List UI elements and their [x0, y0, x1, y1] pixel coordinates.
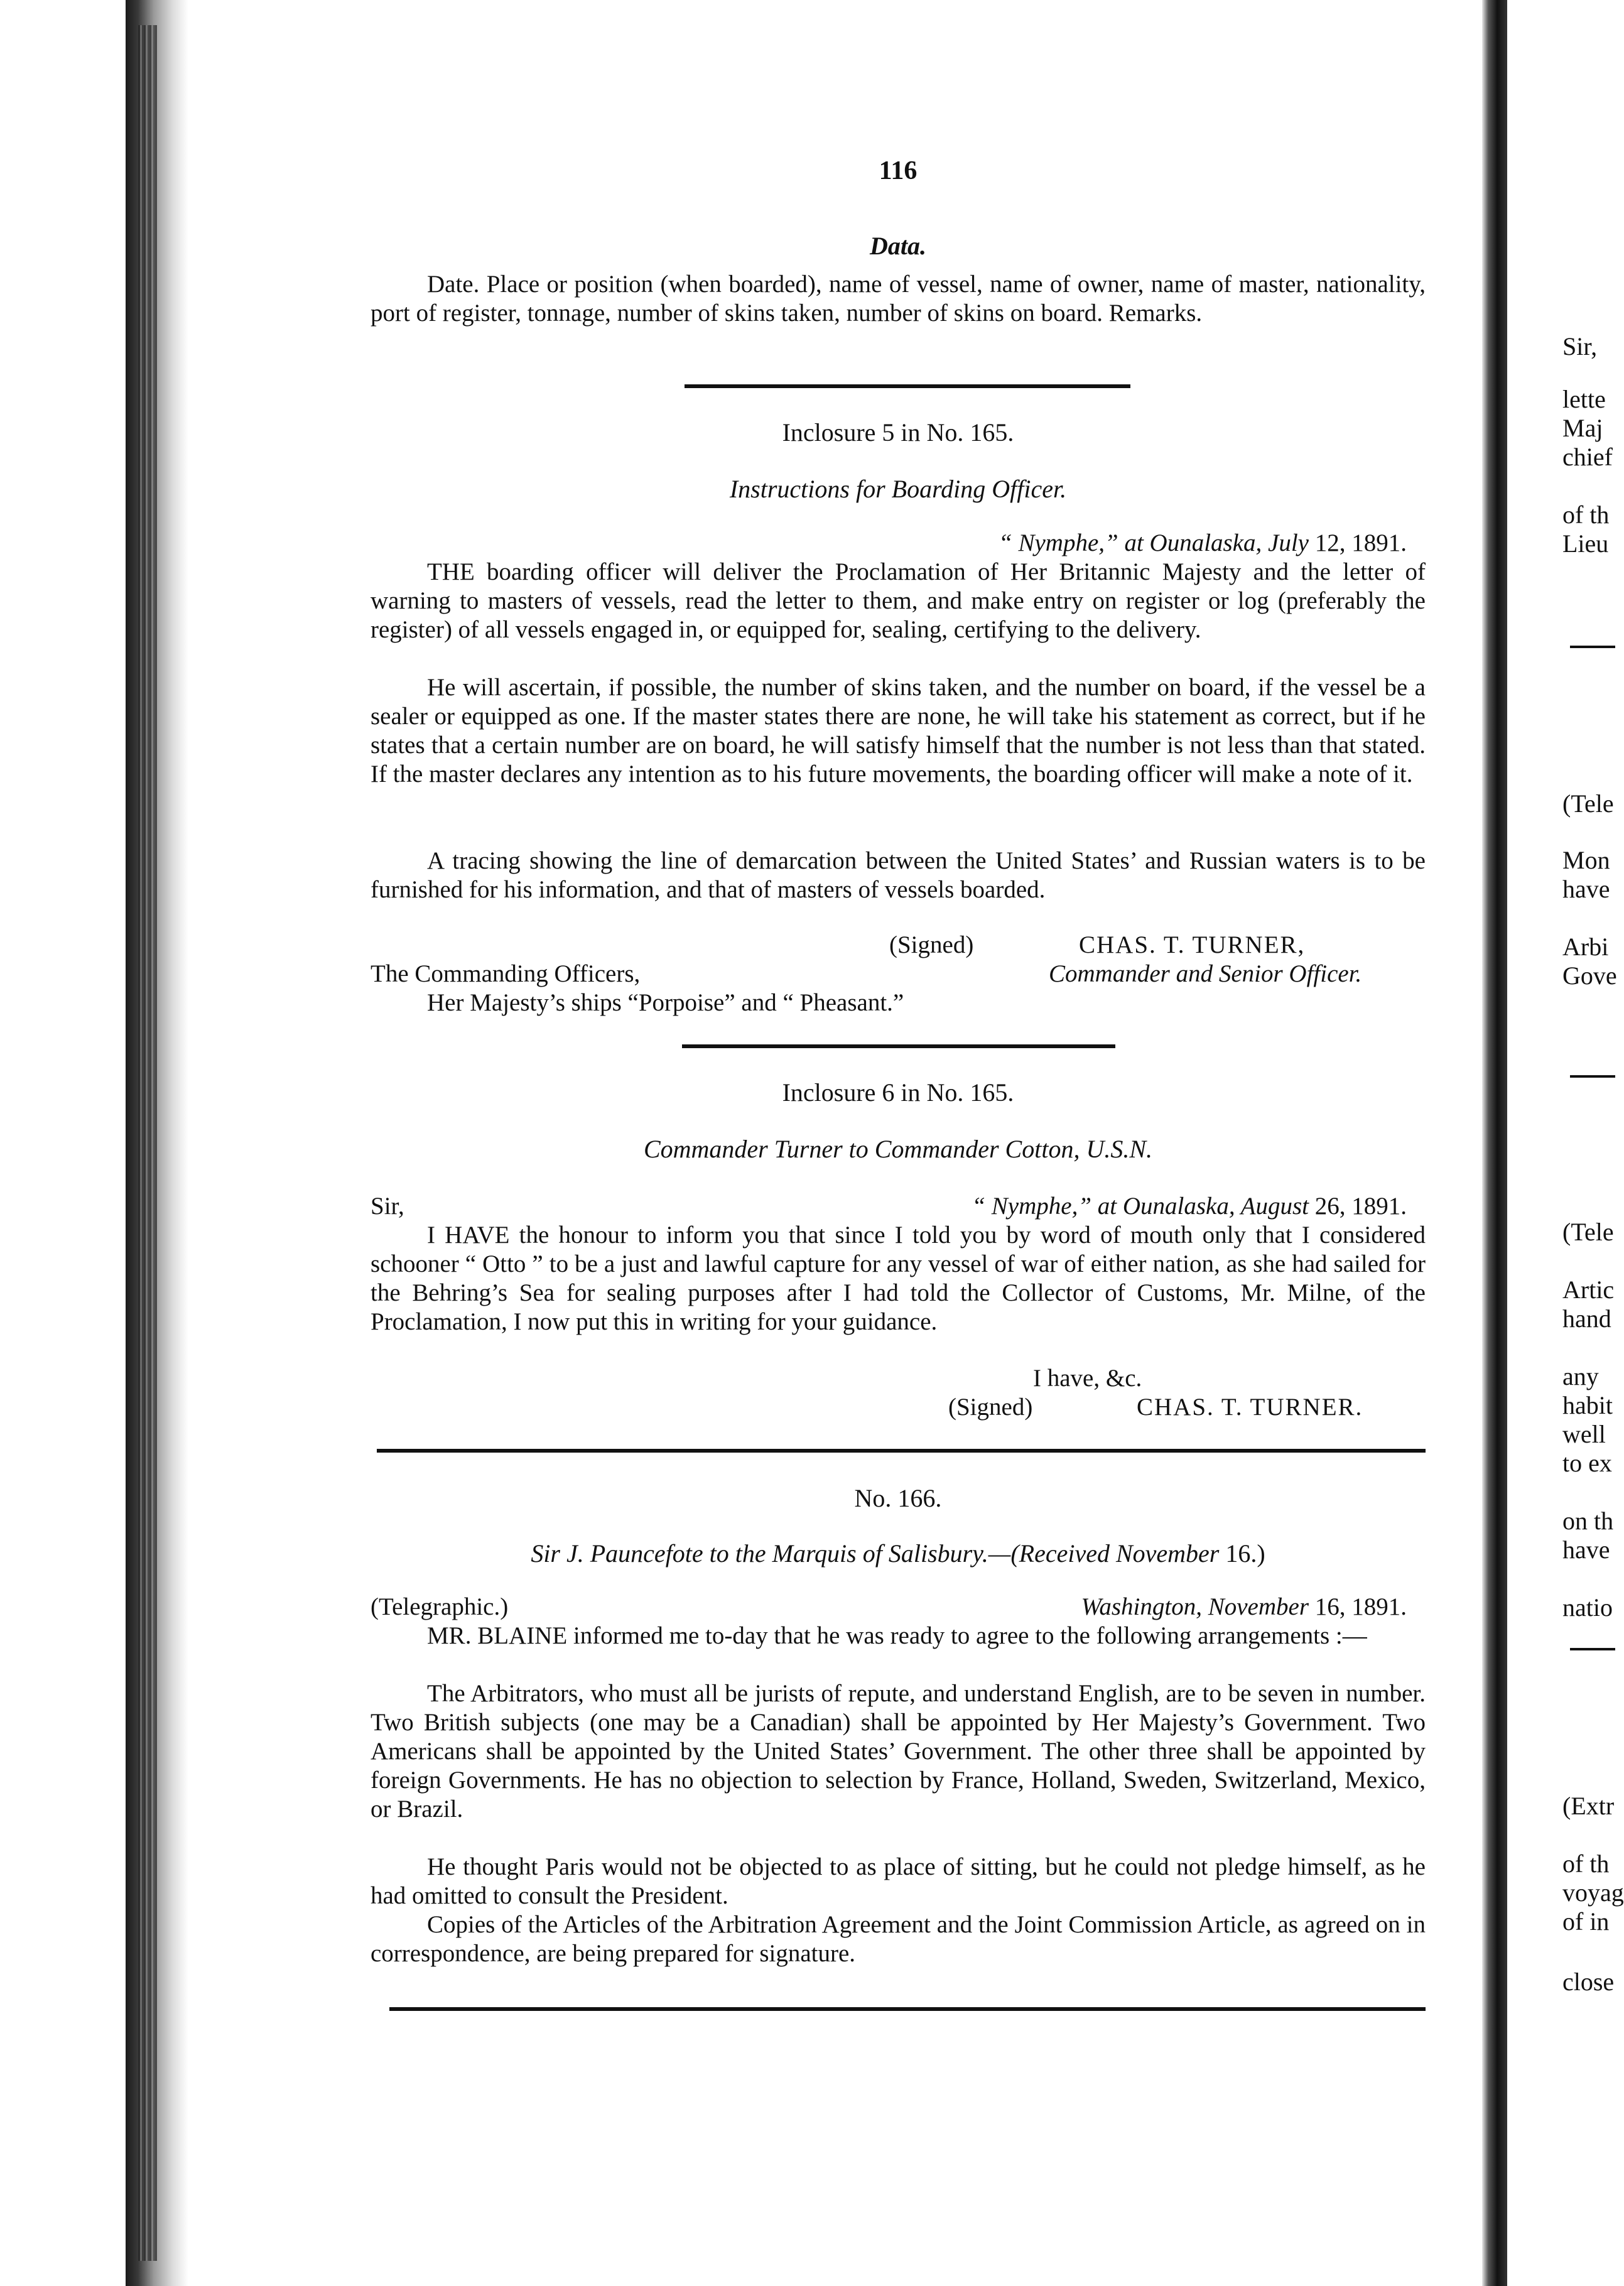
- fragment-text: of th: [1562, 1850, 1610, 1878]
- fragment-text: voyag: [1562, 1878, 1624, 1907]
- data-heading: Data.: [870, 232, 926, 260]
- fragment-text: hand: [1562, 1304, 1611, 1333]
- fragment-text: lette: [1562, 385, 1606, 413]
- no166-paragraph-4: Copies of the Articles of the Arbitration Agreement and the Joint Commission Article, as agreed on in correspondence, are being prepared for signature.: [371, 1911, 1426, 1967]
- fragment-text: to ex: [1562, 1449, 1612, 1477]
- inclosure6-dateline: [972, 1192, 1407, 1220]
- inclosure6-subheading: Commander Turner to Commander Cotton, U.S.N.: [643, 1135, 1153, 1163]
- fragment-text: chief: [1562, 443, 1613, 471]
- fragment-text: Artic: [1562, 1276, 1615, 1304]
- fragment-text: Lieu: [1562, 529, 1609, 558]
- fragment-text: any: [1562, 1362, 1599, 1390]
- fragment-rule: [1570, 1075, 1615, 1078]
- fragment-text: have: [1562, 1536, 1610, 1564]
- addressee-line-2: Her Majesty’s ships “Porpoise” and “ Pheasant.”: [427, 989, 904, 1016]
- no166-subheading: [371, 1539, 1426, 1568]
- facing-page-fragment: [1507, 0, 1624, 2286]
- fragment-rule: [1570, 1648, 1615, 1650]
- book-gutter: [0, 0, 188, 2286]
- signer-name: CHAS. T. TURNER,: [1079, 931, 1306, 958]
- data-description: Date. Place or position (when boarded), name of vessel, name of owner, name of master, nationality, port of register, tonnage, number of skins taken, number of skins on board. Remarks.: [371, 271, 1426, 327]
- inclosure5-heading: Inclosure 5 in No. 165.: [782, 418, 1014, 447]
- signer-title: Commander and Senior Officer.: [1049, 960, 1362, 987]
- fragment-rule: [1570, 646, 1615, 648]
- closing: I have, &c.: [1033, 1365, 1142, 1392]
- book-spine: [1482, 0, 1507, 2286]
- fragment-text: Gove: [1562, 962, 1617, 990]
- fragment-text: Sir,: [1562, 332, 1598, 360]
- no166-heading: No. 166.: [854, 1484, 942, 1512]
- addressee-line-1: The Commanding Officers,: [371, 960, 641, 987]
- document-page: [371, 0, 1426, 2286]
- fragment-text: on th: [1562, 1507, 1614, 1535]
- signer-name: CHAS. T. TURNER.: [1137, 1394, 1363, 1421]
- fragment-text: of in: [1562, 1907, 1610, 1936]
- fragment-text: well: [1562, 1420, 1606, 1448]
- fragment-text: Arbi: [1562, 933, 1609, 961]
- section-divider: [682, 1044, 1115, 1048]
- fragment-text: Maj: [1562, 414, 1603, 442]
- fragment-text: habit: [1562, 1391, 1613, 1419]
- fragment-text: (Tele: [1562, 789, 1614, 818]
- no166-dateline: [1081, 1593, 1407, 1621]
- fragment-text: (Tele: [1562, 1218, 1614, 1246]
- inclosure5-dateline: [999, 529, 1407, 557]
- telegraphic-label: (Telegraphic.): [371, 1593, 509, 1620]
- no166-paragraph-1: MR. BLAINE informed me to-day that he was ready to agree to the following arrangements :—: [427, 1622, 1367, 1649]
- dateline-place: Washington, November: [1081, 1593, 1309, 1620]
- fragment-text: have: [1562, 875, 1610, 903]
- inclosure5-subheading: Instructions for Boarding Officer.: [729, 475, 1067, 503]
- no166-subheading-date: 16.): [1225, 1539, 1265, 1568]
- signed-label: (Signed): [948, 1394, 1033, 1421]
- inclosure6-paragraph: I HAVE the honour to inform you that since I told you by word of mouth only that I considered schooner “ Otto ” to be a just and lawful capture for any vessel of war of either nation, as she had sailed for the Behring’s Sea for sealing purposes after I had told the Collector of Customs, Mr. Milne, of the Proclamation, I now put this in writing for your guidance.: [371, 1222, 1426, 1335]
- dateline-place: “ Nymphe,” at Ounalaska, August: [972, 1193, 1309, 1220]
- gutter-shadow: [126, 0, 188, 2286]
- fragment-text: (Extr: [1562, 1792, 1615, 1820]
- no166-paragraph-3: He thought Paris would not be objected to as place of sitting, but he could not pledge himself, as he had omitted to consult the President.: [371, 1853, 1426, 1909]
- section-divider: [377, 1449, 1426, 1453]
- fragment-text: of th: [1562, 501, 1610, 529]
- dateline-date: 26, 1891.: [1314, 1193, 1407, 1220]
- inclosure5-paragraph-3: A tracing showing the line of demarcation between the United States’ and Russian waters is to be furnished for his information, and that of masters of vessels boarded.: [371, 847, 1426, 903]
- dateline-date: 12, 1891.: [1314, 529, 1407, 556]
- inclosure5-paragraph-2: He will ascertain, if possible, the number of skins taken, and the number on board, if the vessel be a sealer or equipped as one. If the master states there are none, he will take his statement as correct, but if he states that a certain number are on board, he will satisfy himself that the number is not less than that stated. If the master declares any intention as to his future movements, the boarding officer will make a note of it.: [371, 674, 1426, 788]
- page-edges: [138, 25, 157, 2261]
- salutation: Sir,: [371, 1193, 404, 1220]
- dateline-place: “ Nymphe,” at Ounalaska, July: [999, 529, 1309, 556]
- inclosure6-heading: Inclosure 6 in No. 165.: [782, 1078, 1014, 1107]
- signed-label: (Signed): [889, 931, 974, 958]
- fragment-text: natio: [1562, 1593, 1613, 1622]
- section-divider: [685, 384, 1130, 388]
- no166-paragraph-2: The Arbitrators, who must all be jurists of repute, and understand English, are to be seven in number. Two British subjects (one may be a Canadian) shall be appointed by Her Majesty’s Government. Two Americans shall be appointed by the United States’ Government. The other three shall be appointed by foreign Governments. He has no objection to selection by France, Holland, Sweden, Switzerland, Mexico, or Brazil.: [371, 1680, 1426, 1823]
- dateline-date: 16, 1891.: [1314, 1593, 1407, 1620]
- fragment-text: Mon: [1562, 846, 1610, 874]
- fragment-text: close: [1562, 1968, 1615, 1996]
- section-divider: [389, 2007, 1426, 2011]
- page-number: 116: [879, 156, 918, 185]
- no166-subheading-italic: Sir J. Pauncefote to the Marquis of Salisbury.—(Received November: [531, 1539, 1220, 1568]
- inclosure5-paragraph-1: THE boarding officer will deliver the Proclamation of Her Britannic Majesty and the letter of warning to masters of vessels, read the letter to them, and make entry on register or log (preferably the register) of all vessels engaged in, or equipped for, sealing, certifying to the delivery.: [371, 558, 1426, 643]
